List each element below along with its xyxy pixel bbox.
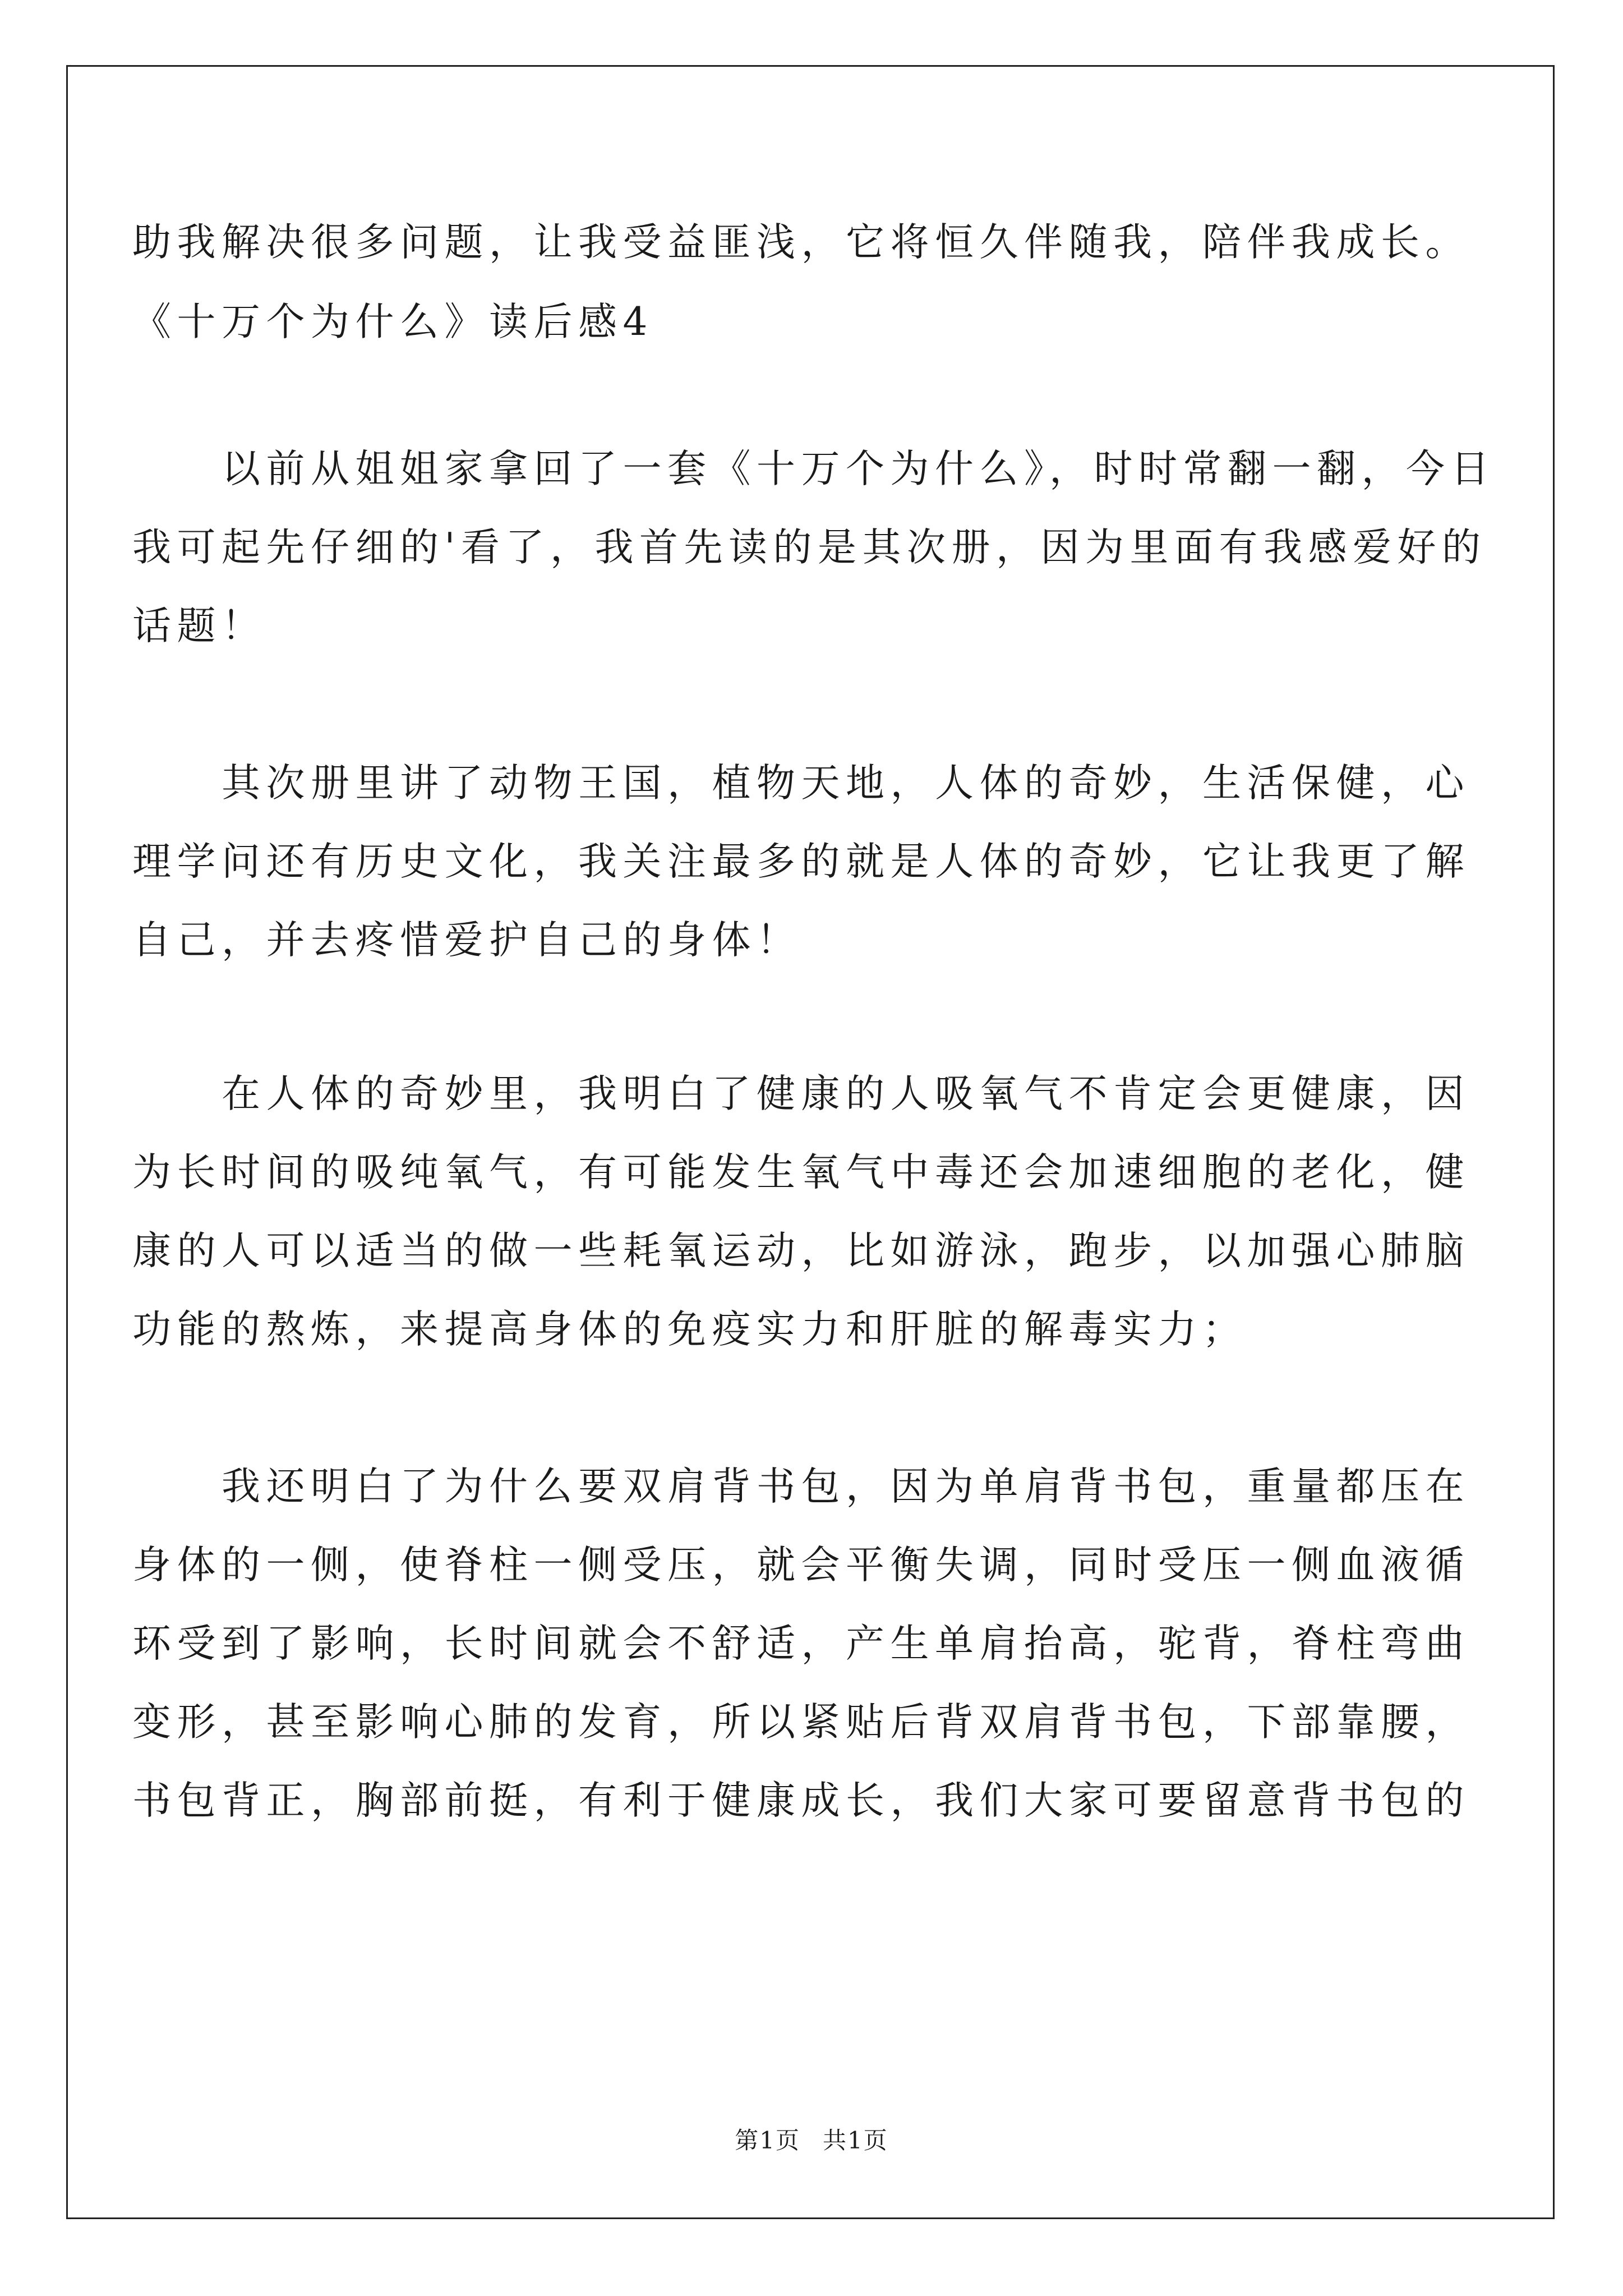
text-line: 助我解决很多问题，让我受益匪浅，它将恒久伴随我，陪伴我成长。 (132, 220, 1470, 265)
page-total: 共1页 (823, 2127, 888, 2154)
text-line: 功能的熬炼，来提高身体的免疫实力和肝脏的解毒实力； (132, 1307, 1247, 1352)
page-number: 第1页 (735, 2127, 800, 2154)
text-line: 在人体的奇妙里，我明白了健康的人吸氧气不肯定会更健康，因 (132, 1071, 1470, 1116)
text-line: 环受到了影响，长时间就会不舒适，产生单肩抬高，驼背，脊柱弯曲 (132, 1621, 1470, 1666)
text-line: 我可起先仔细的'看了，我首先读的是其次册，因为里面有我感爱好的 (132, 525, 1487, 570)
text-line: 变形，甚至影响心肺的发育，所以紧贴后背双肩背书包，下部靠腰， (132, 1700, 1470, 1745)
text-line: 康的人可以适当的做一些耗氧运动，比如游泳，跑步，以加强心肺脑 (132, 1228, 1470, 1273)
text-line: 为长时间的吸纯氧气，有可能发生氧气中毒还会加速细胞的老化，健 (132, 1150, 1470, 1195)
text-line: 书包背正，胸部前挺，有利于健康成长，我们大家可要留意背书包的 (132, 1778, 1470, 1823)
page-border (66, 65, 1555, 2219)
text-line: 其次册里讲了动物王国，植物天地，人体的奇妙，生活保健，心 (132, 761, 1470, 806)
text-line: 我还明白了为什么要双肩背书包，因为单肩背书包，重量都压在 (132, 1464, 1470, 1509)
text-line: 自己，并去疼惜爱护自己的身体！ (132, 918, 801, 963)
text-line: 身体的一侧，使脊柱一侧受压，就会平衡失调，同时受压一侧血液循 (132, 1543, 1470, 1588)
page-footer (0, 2122, 1623, 2156)
text-line: 理学问还有历史文化，我关注最多的就是人体的奇妙，它让我更了解 (132, 839, 1470, 884)
text-line: 话题！ (132, 604, 266, 648)
text-line: 以前从姐姐家拿回了一套《十万个为什么》，时时常翻一翻，今日 (132, 447, 1495, 491)
section-heading: 《十万个为什么》读后感4 (132, 300, 653, 344)
